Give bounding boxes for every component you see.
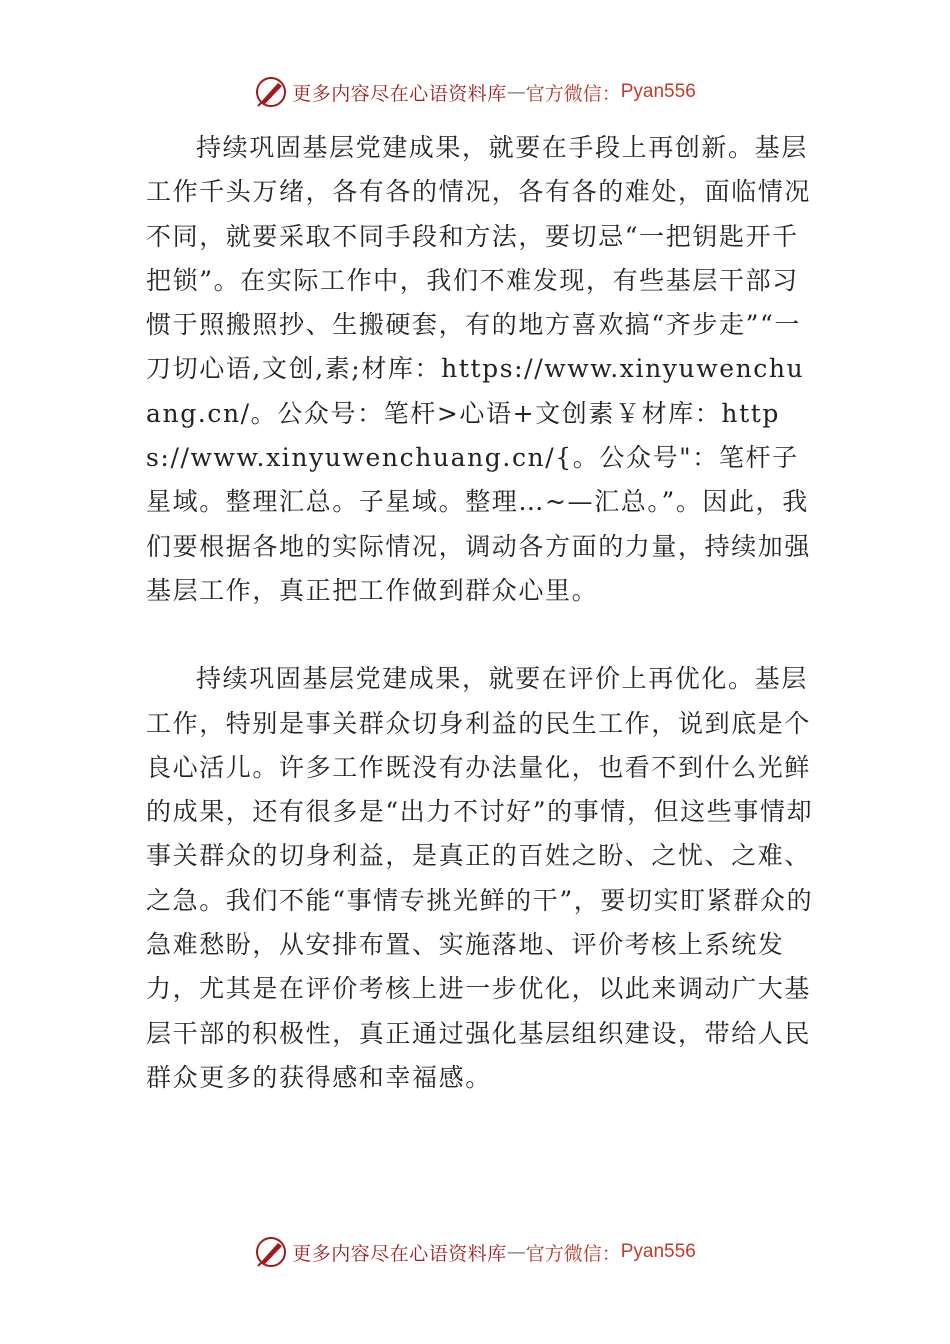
banner-wechat-label: 官方微信： <box>525 82 621 105</box>
paragraph-1: 持续巩固基层党建成果，就要在手段上再创新。基层工作千头万绪，各有各的情况，各有各的难处，面临情况不同，就要采取不同手段和方法，要切忌“一把钥匙开千把锁”。在实际工作中，我们不难发现，有些基层干部习惯于照搬照抄、生搬硬套，有的地方喜欢搞“齐步走”“一刀切心语,文创,素;材库：https://www.xinyuwenchuang.cn/。公众号：笔杆>心语+文创素￥材库：https://www.xinyuwenchuang.cn/{。公众号"：笔杆子星域。整理汇总。子星域。整理…~—汇总。”。因此，我们要根据各地的实际情况，调动各方面的力量，持续加强基层工作，真正把工作做到群众心里。 <box>146 133 812 605</box>
banner-separator: — <box>506 81 526 103</box>
banner-separator: — <box>506 1241 526 1263</box>
banner-site-text: 更多内容尽在心语资料库 <box>292 82 507 105</box>
banner-wechat-label: 官方微信： <box>525 1242 621 1265</box>
banner-wechat-id: Pyan556 <box>620 81 696 102</box>
header-banner <box>0 72 950 112</box>
paragraph-2: 持续巩固基层党建成果，就要在评价上再优化。基层工作，特别是事关群众切身利益的民生工作，说到底是个良心活儿。许多工作既没有办法量化，也看不到什么光鲜的成果，还有很多是“出力不讨好”的事情，但这些事情却事关群众的切身利益，是真正的百姓之盼、之忧、之难、之急。我们不能“事情专挑光鲜的干”，要切实盯紧群众的急难愁盼，从安排布置、实施落地、评价考核上系统发力，尤其是在评价考核上进一步优化，以此来调动广大基层干部的积极性，真正通过强化基层组织建设，带给人民群众更多的获得感和幸福感。 <box>146 664 814 1092</box>
footer-banner <box>0 1232 950 1272</box>
pen-circle-logo-icon <box>254 1235 288 1269</box>
document-body <box>146 126 816 1100</box>
pen-circle-logo-icon <box>254 75 288 109</box>
banner-wechat-id: Pyan556 <box>620 1241 696 1262</box>
banner-site-text: 更多内容尽在心语资料库 <box>292 1242 507 1265</box>
